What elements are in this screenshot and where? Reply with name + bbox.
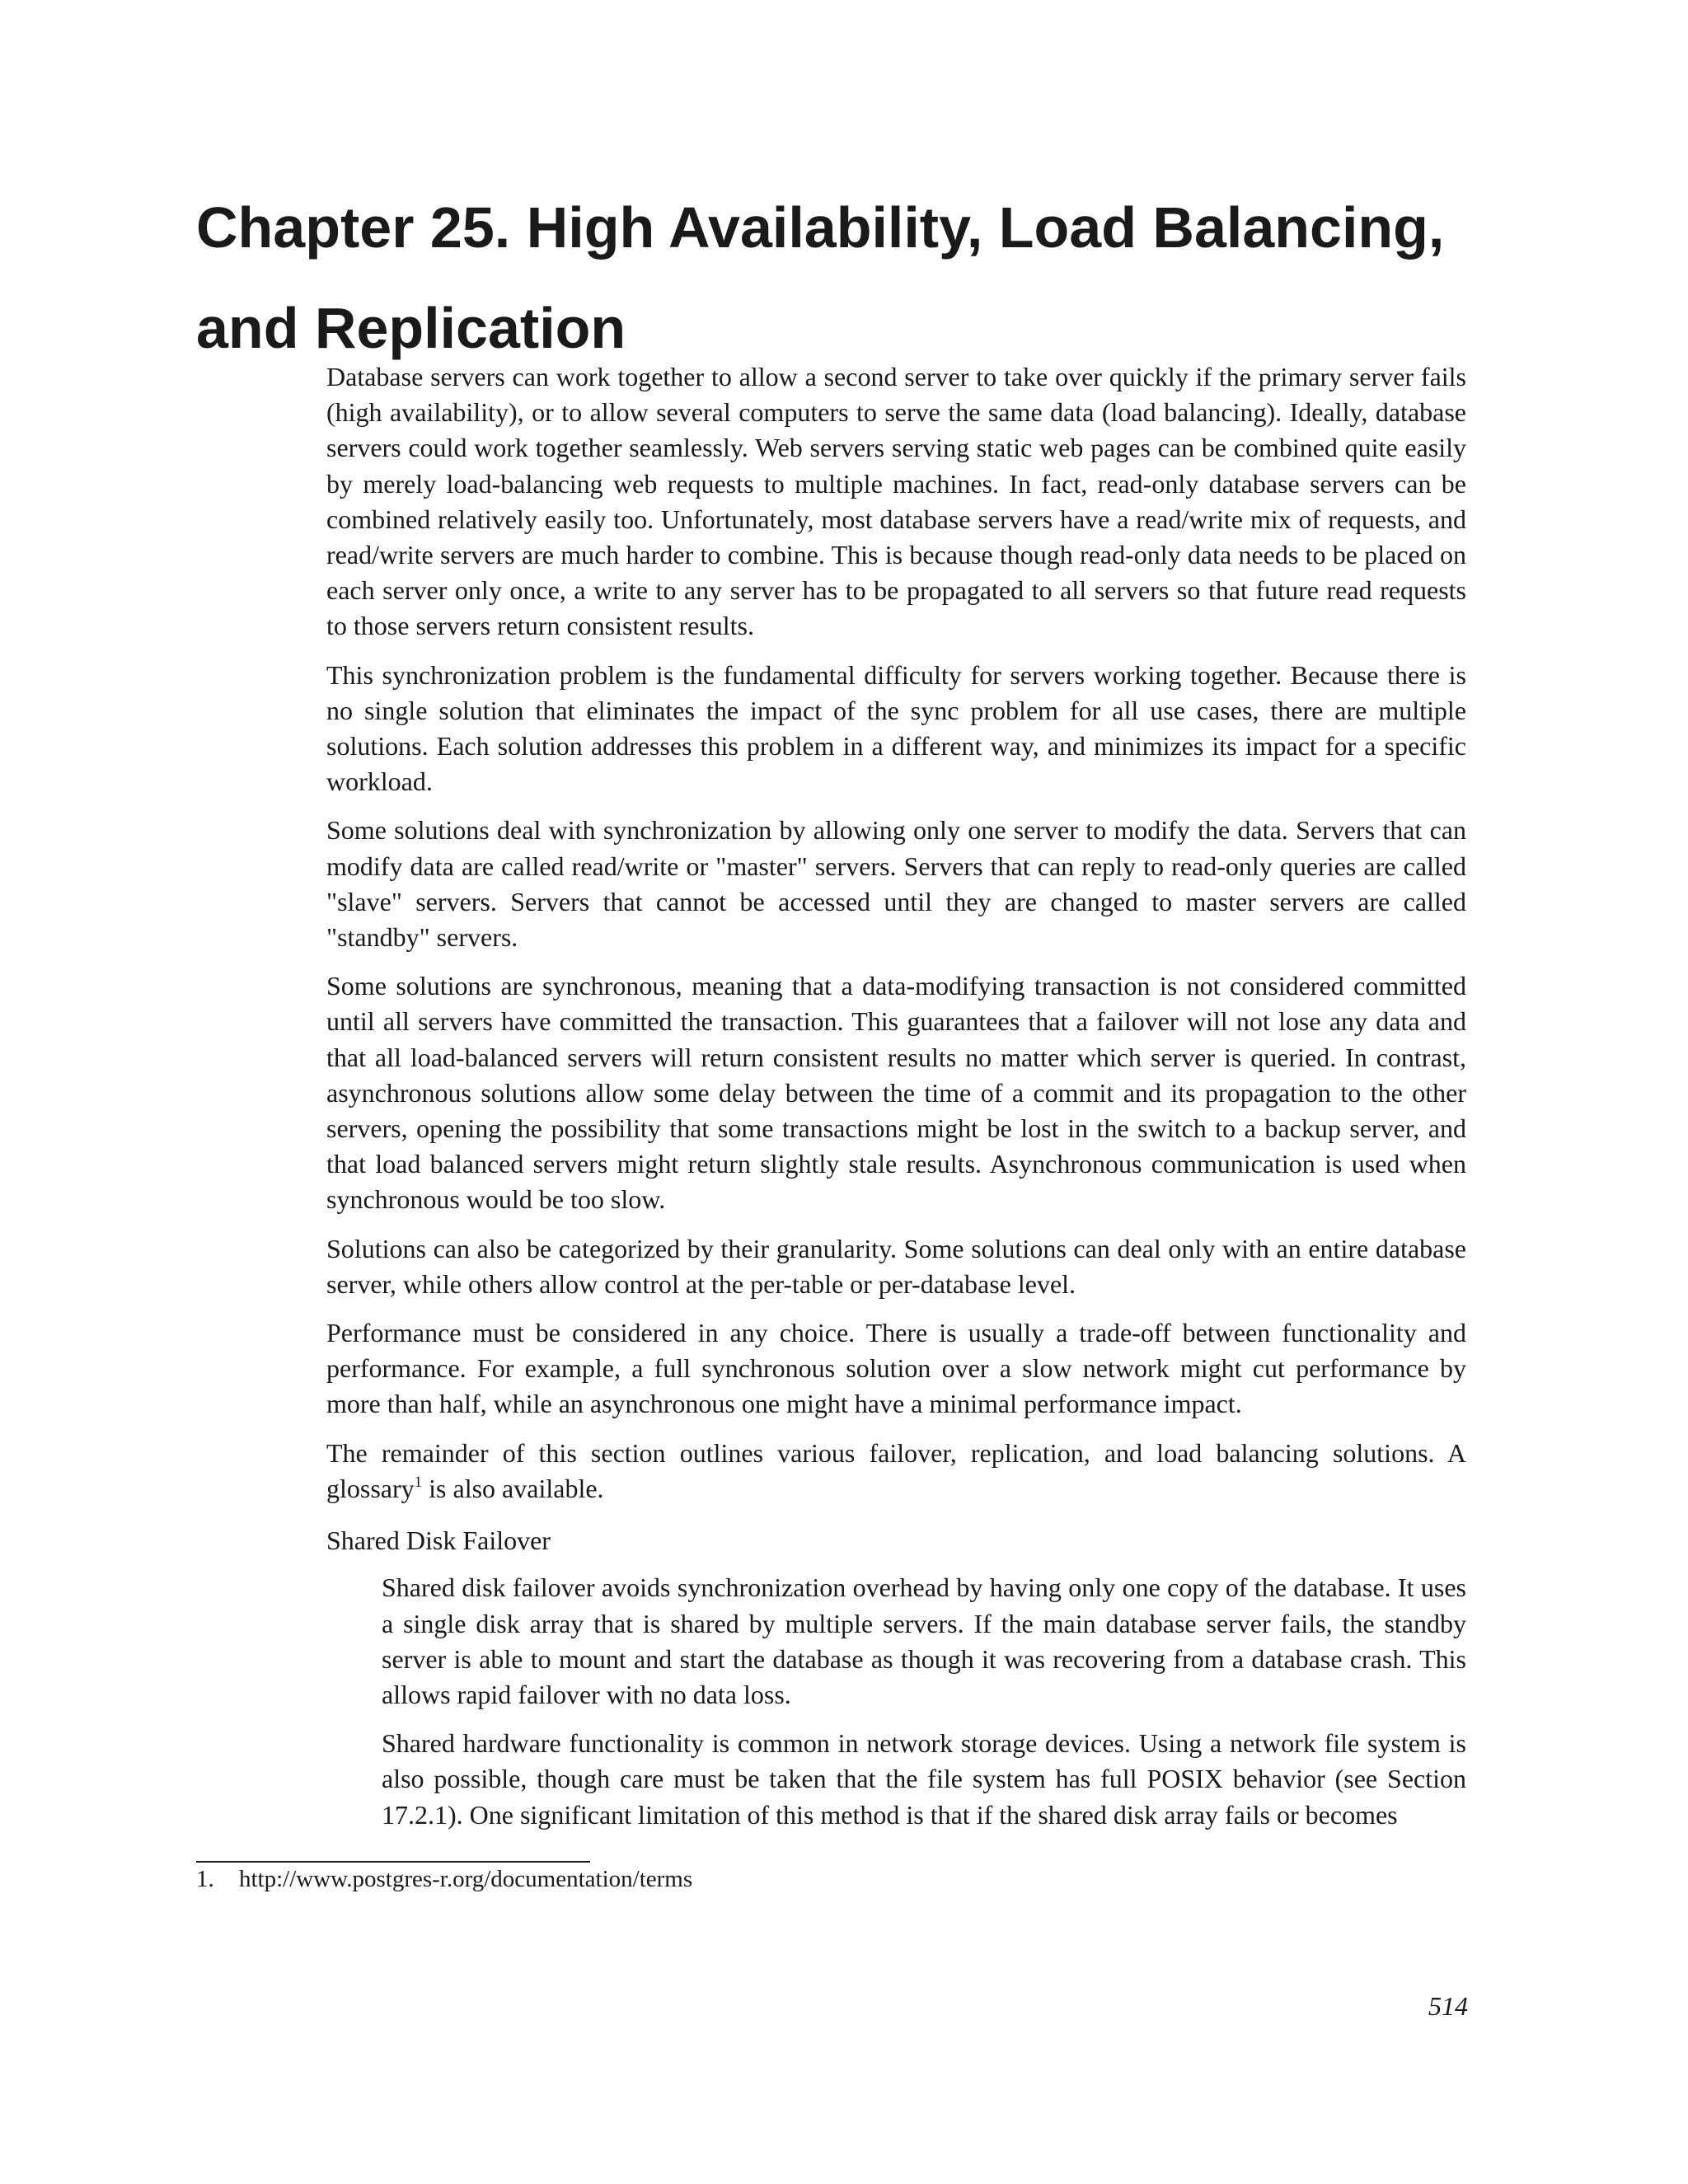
- remainder-text-end: is also available.: [422, 1473, 604, 1503]
- chapter-title-line-1: Chapter 25. High Availability, Load Balancing,: [196, 195, 1445, 260]
- chapter-title: [196, 177, 1482, 378]
- sync-problem-paragraph: This synchronization problem is the fundamental difficulty for servers working together. Because there is no single solution that eliminates the impact of the sync problem for all use cases, there are multiple solutions. Each solution addresses this problem in a different way, and minimizes its impact for a specific workload.: [326, 659, 1466, 797]
- granularity-paragraph: Solutions can also be categorized by their granularity. Some solutions can deal only with an entire database server, while others allow control at the per-table or per-database level.: [326, 1233, 1466, 1299]
- master-slave-paragraph: Some solutions deal with synchronization by allowing only one server to modify the data. Servers that can modify data are called read/write or "master" servers. Servers that can reply to read-only queries are called "slave" servers. Servers that cannot be accessed until they are changed to master servers are called "standby" servers.: [326, 815, 1466, 953]
- remainder-paragraph: [326, 1436, 1466, 1507]
- section-term-shared-disk-failover: Shared Disk Failover: [326, 1526, 551, 1556]
- footnote-link[interactable]: http://www.postgres-r.org/documentation/terms: [239, 1866, 693, 1892]
- section-definition: [326, 1570, 1466, 1832]
- performance-paragraph: Performance must be considered in any choice. There is usually a trade-off between functionality and performance. For example, a full synchronous solution over a slow network might cut performance by more than half, while an asynchronous one might have a minimal performance impact.: [326, 1318, 1466, 1419]
- page-number: 514: [1428, 1991, 1468, 2021]
- intro-paragraph: Database servers can work together to allow a second server to take over quickly if the primary server fails (high availability), or to allow several computers to serve the same data (load balancing). Ideally, database servers could work together seamlessly. Web servers serving static web pages can be combined quite easily by merely load-balancing web requests to multiple machines. In fact, read-only database servers can be combined relatively easily too. Unfortunately, most database servers have a read/write mix of requests, and read/write servers are much harder to combine. This is because though read-only data needs to be placed on each server only once, a write to any server has to be propagated to all servers so that future read requests to those servers return consistent results.: [326, 362, 1466, 641]
- remainder-text: The remainder of this section outlines various failover, replication, and load balancing solutions. A glossary: [326, 1437, 1466, 1503]
- footnote-number: 1.: [196, 1866, 214, 1892]
- footnote-reference[interactable]: 1: [414, 1473, 423, 1491]
- shared-hardware-paragraph: Shared hardware functionality is common in network storage devices. Using a network file system is also possible, though care must be taken that the file system has full POSIX behavior (see Section 17.2.1). One significant limitation of this method is that if the shared disk array fails or becomes: [382, 1728, 1466, 1830]
- synchronous-paragraph: Some solutions are synchronous, meaning that a data-modifying transaction is not considered committed until all servers have committed the transaction. This guarantees that a failover will not lose any data and that all load-balanced servers will return consistent results no matter which server is queried. In contrast, asynchronous solutions allow some delay between the time of a commit and its propagation to the other servers, opening the possibility that some transactions might be lost in the switch to a backup server, and that load balanced servers might return slightly stale results. Asynchronous communication is used when synchronous would be too slow.: [326, 971, 1466, 1215]
- chapter-title-line-2: and Replication: [196, 296, 626, 360]
- footnote: [196, 1863, 692, 1896]
- chapter-body: [326, 359, 1466, 1846]
- shared-disk-paragraph: Shared disk failover avoids synchronization overhead by having only one copy of the database. It uses a single disk array that is shared by multiple servers. If the main database server fails, the standby server is able to mount and start the database as though it was recovering from a database crash. This allows rapid failover with no data loss.: [382, 1572, 1466, 1709]
